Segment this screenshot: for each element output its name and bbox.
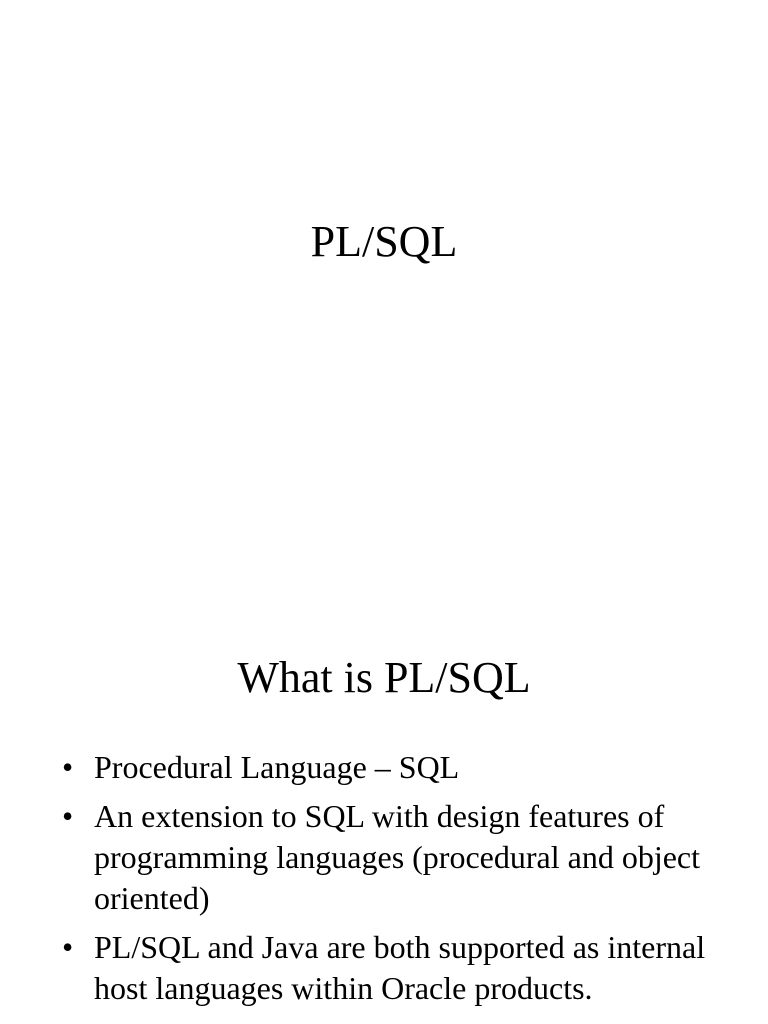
- bullet-item: [60, 927, 710, 1009]
- bullet-text: Procedural Language – SQL: [94, 749, 460, 785]
- slide-1-title: PL/SQL: [310, 217, 458, 266]
- bullet-item: [60, 796, 710, 919]
- bullet-icon: •: [62, 749, 74, 785]
- bullet-icon: •: [62, 929, 74, 965]
- slide-2-title: What is PL/SQL: [237, 653, 531, 702]
- bullet-icon: •: [62, 798, 74, 834]
- slide-what-is-plsql: [0, 576, 768, 1024]
- bullet-item: [60, 747, 710, 788]
- bullet-list: [60, 747, 710, 1017]
- bullet-text: An extension to SQL with design features of programming languages (procedural and object oriented): [94, 798, 700, 916]
- bullet-text: PL/SQL and Java are both supported as internal host languages within Oracle products.: [94, 929, 706, 1006]
